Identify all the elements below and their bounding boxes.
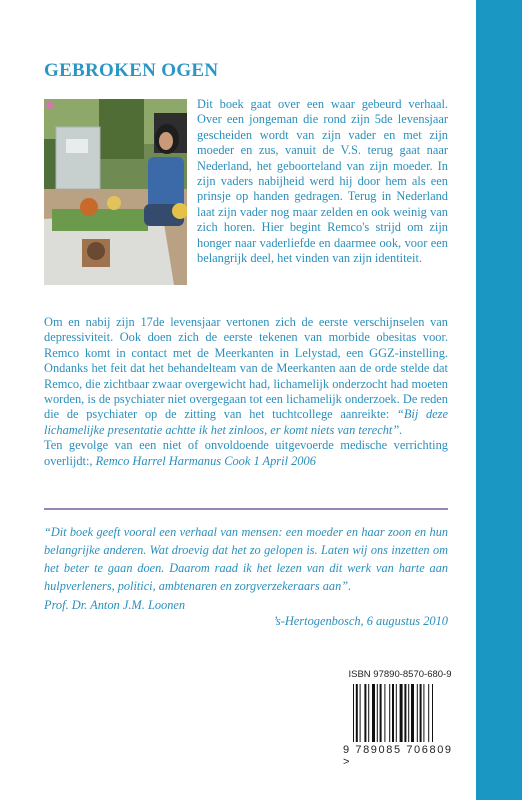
story-text-2: Ten gevolge van een niet of onvoldoende uitgevoerde medische verrichting overlijdt:, — [44, 438, 448, 468]
intro-paragraph: Dit boek gaat over een waar gebeurd verhaal. Over een jongeman die rond zijn 5de levensjaar gescheiden wordt van zijn vader en met zijn moeder en zus, vanuit de V.S. terug gaat naar Nederland, het geboorteland van zijn moeder. In zijn vaders nabijheid werd hij door hem als een prinsje op handen gedragen. Terug in Nederland laat zijn vader nog maar zelden en ook weinig van zich horen. Hier begint Remco's strijd om zijn honger naar vaderliefde en daarmee ook, voor een belangrijk deel, het vinden van zijn identiteit. — [197, 97, 448, 266]
book-spine — [476, 0, 522, 800]
divider-line — [44, 508, 448, 510]
barcode-icon — [353, 684, 453, 744]
barcode-digits: 9 789085 706809 > — [343, 744, 453, 768]
grave-memorial-photo — [44, 99, 187, 285]
endorsement-quote: “Dit boek geeft vooral een verhaal van mensen: een moeder en haar zoon en hun belangrijke anderen. Wat droevig dat het zo gelopen is. Laten wij ons inzetten om het beter te gaan doen. Daarom raad ik het lezen van dit werk van harte aan hulpverleners, politici, ambtenaren en zorgverzekeraars aan”. — [44, 525, 448, 593]
psychiatrist-quote: “Bij deze lichamelijke presentatie achtte ik het zinloos, er komt niets van terecht”. — [44, 407, 448, 437]
cover-photo — [44, 99, 187, 285]
barcode-panel — [339, 665, 461, 770]
story-text: Om en nabij zijn 17de levensjaar vertonen zich de eerste verschijnselen van depressiviteit. Ook doen zich de eerste tekenen van morbide obesitas voor. Remco komt in contact met de Meerkanten in Lelystad, een GGZ-instelling. Ondanks het feit dat het behandelteam van de Meerkanten aan de orde stelde dat Remco, die zichtbaar zwaar overgewicht had, lichamelijk onderzocht had moeten worden, is de psychiater niet overgegaan tot een lichamelijk onderzoek. De reden die de psychiater op de zitting van het tuchtcollege aanreikte: — [44, 315, 448, 422]
endorsement-place-date: ’s-Hertogenbosch, 6 augustus 2010 — [273, 614, 448, 628]
isbn-text: ISBN 97890-8570-680-9 — [348, 669, 452, 680]
memorial-name: Remco Harrel Harmanus Cook 1 April 2006 — [95, 453, 316, 468]
endorsement-author: Prof. Dr. Anton J.M. Loonen — [44, 598, 186, 612]
story-paragraph — [44, 315, 448, 469]
page-title: GEBROKEN OGEN — [44, 60, 219, 81]
